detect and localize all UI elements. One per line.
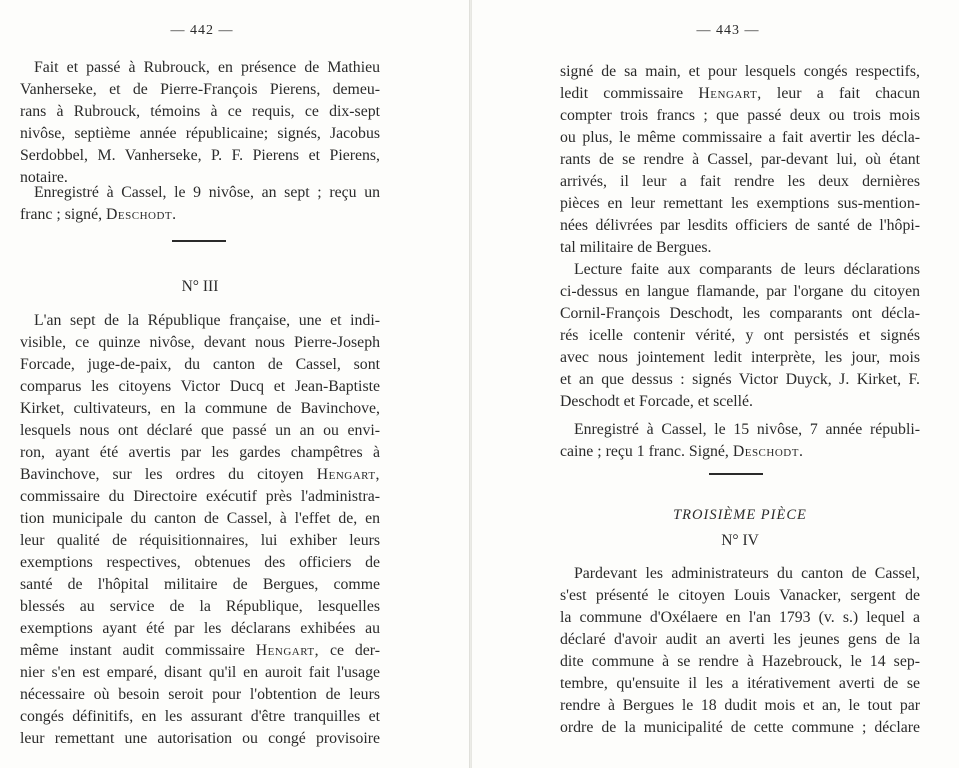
text-line: rans à Rubrouck, témoins à ce requis, ce dix-sept <box>20 103 380 120</box>
text-line: nier s'en est emparé, disant qu'il en auroit fait l'usage <box>20 664 380 681</box>
text-line: nivôse, septième année républicaine; signés, Jacobus <box>20 125 380 142</box>
text-span: franc ; signé, <box>20 206 106 223</box>
text-line: notaire. <box>20 169 68 186</box>
text-line: signé de sa main, et pour lesquels congés respectifs, <box>560 63 920 80</box>
text-span: caine ; reçu 1 franc. Signé, <box>560 443 733 460</box>
text-line: nées délivrées par lesdits officiers de santé de l'hôpi- <box>560 217 920 234</box>
text-line: Lecture faite aux comparants de leurs déclarations <box>574 261 920 278</box>
text-line: congés définitifs, en les assurant d'être tranquilles et <box>20 708 380 725</box>
text-line <box>20 464 380 486</box>
text-line: Deschodt et Forcade, et scellé. <box>560 393 753 410</box>
text-line: ordre de la municipalité de cette commune ; déclare <box>560 719 920 736</box>
text-line: exemptions ayant été par les déclarans exhibées au <box>20 620 380 637</box>
text-line: nécessaire où besoin seroit pour l'obtention de leurs <box>20 686 380 703</box>
text-line: Cornil-François Deschodt, les comparants ont décla- <box>560 305 920 322</box>
text-line: leur remettant une autorisation ou congé provisoire <box>20 730 380 747</box>
text-line: dite commune à se rendre à Hazebrouck, le 14 sep- <box>560 653 920 670</box>
text-line: Fait et passé à Rubrouck, en présence de Mathieu <box>34 59 380 76</box>
text-line: tal militaire de Bergues. <box>560 239 712 256</box>
text-line: Enregistré à Cassel, le 9 nivôse, an sept ; reçu un <box>34 184 380 201</box>
person-name: Hengart, <box>316 466 380 483</box>
piece-title: TROISIÈME PIÈCE <box>673 507 807 523</box>
text-line: compter trois francs ; que passé deux ou trois mois <box>560 107 920 124</box>
section-title: N° III <box>181 278 219 295</box>
text-line: santé de l'hôpital militaire de Bergues, comme <box>20 576 380 593</box>
divider <box>709 473 763 475</box>
signature-name: Deschodt. <box>105 206 177 223</box>
signature-name: Deschodt. <box>732 443 804 460</box>
text-line: commissaire du Directoire exécutif près l'administra- <box>20 488 380 505</box>
text-line: lesquels nous ont déclaré que passé un an ou envi- <box>20 422 380 439</box>
text-line: Pardevant les administrateurs du canton de Cassel, <box>574 565 920 582</box>
section-title: N° IV <box>721 532 759 549</box>
text-line: L'an sept de la République française, une et indi- <box>34 312 380 329</box>
person-name: Hengart, <box>698 85 762 102</box>
text-span: Bavinchove, sur les ordres du citoyen <box>20 466 317 483</box>
text-line <box>560 83 920 105</box>
text-span: ce der- <box>319 642 380 659</box>
divider <box>172 240 226 242</box>
text-line: Serdobbel, M. Vanherseke, P. F. Pierens et Pierens, <box>20 147 380 164</box>
text-span: ledit commissaire <box>560 85 699 102</box>
text-line: exemptions respectives, obtenues des officiers de <box>20 554 380 571</box>
text-line: rendre à Bergues le 18 dudit mois et an, le tout par <box>560 697 920 714</box>
text-line: ou plus, le même commissaire a fait avertir les décla- <box>560 129 920 146</box>
text-line <box>560 441 803 463</box>
text-line: la commune d'Oxélaere en l'an 1793 (v. s.) lequel a <box>560 609 920 626</box>
text-line: Kirket, cultivateurs, en la commune de Bavinchove, <box>20 400 380 417</box>
text-span: leur a fait chacun <box>761 85 920 102</box>
text-line: ci-dessus en langue flamande, par l'organe du citoyen <box>560 283 920 300</box>
text-line: Enregistré à Cassel, le 15 nivôse, 7 année républi- <box>574 421 920 438</box>
text-line: tembre, qu'ensuite il les a itérativement averti de se <box>560 675 920 692</box>
text-span: même instant audit commissaire <box>20 642 256 659</box>
text-line: visible, ce quinze nivôse, devant nous Pierre-Joseph <box>20 334 380 351</box>
person-name: Hengart, <box>255 642 320 659</box>
text-line: blessés au service de la République, lesquelles <box>20 598 380 615</box>
text-line: déclaré d'avoir audit an averti les jeunes gens de la <box>560 631 920 648</box>
text-line <box>20 640 380 662</box>
text-line: ron, ayant été avertis par les gardes champêtres à <box>20 444 380 461</box>
text-line: avec nous jointement ledit interprète, les jour, mois <box>560 349 920 366</box>
text-line: comparus les citoyens Victor Ducq et Jean-Baptiste <box>20 378 380 395</box>
text-line: et an que dessus : signés Victor Duyck, J. Kirket, F. <box>560 371 920 388</box>
page-number: — 442 — <box>170 23 234 38</box>
text-line: pièces en leur remettant les exemptions sus-mention- <box>560 195 920 212</box>
text-line <box>20 204 177 226</box>
text-line: arrivés, il leur a fait rendre les deux dernières <box>560 173 920 190</box>
text-line: leur qualité de réquisitionnaires, lui exhiber leurs <box>20 532 380 549</box>
text-line: Forcade, juge-de-paix, du canton de Cassel, sont <box>20 356 380 373</box>
book-gutter <box>469 0 472 768</box>
text-line: s'est présenté le citoyen Louis Vanacker, sergent de <box>560 587 920 604</box>
text-line: rés icelle contenir vérité, y ont persistés et signés <box>560 327 920 344</box>
page-number: — 443 — <box>696 23 760 38</box>
text-line: tion municipale du canton de Cassel, à l'effet de, en <box>20 510 380 527</box>
text-line: rants de se rendre à Cassel, par-devant lui, où étant <box>560 151 920 168</box>
text-line: Vanherseke, et de Pierre-François Pierens, demeu- <box>20 81 380 98</box>
